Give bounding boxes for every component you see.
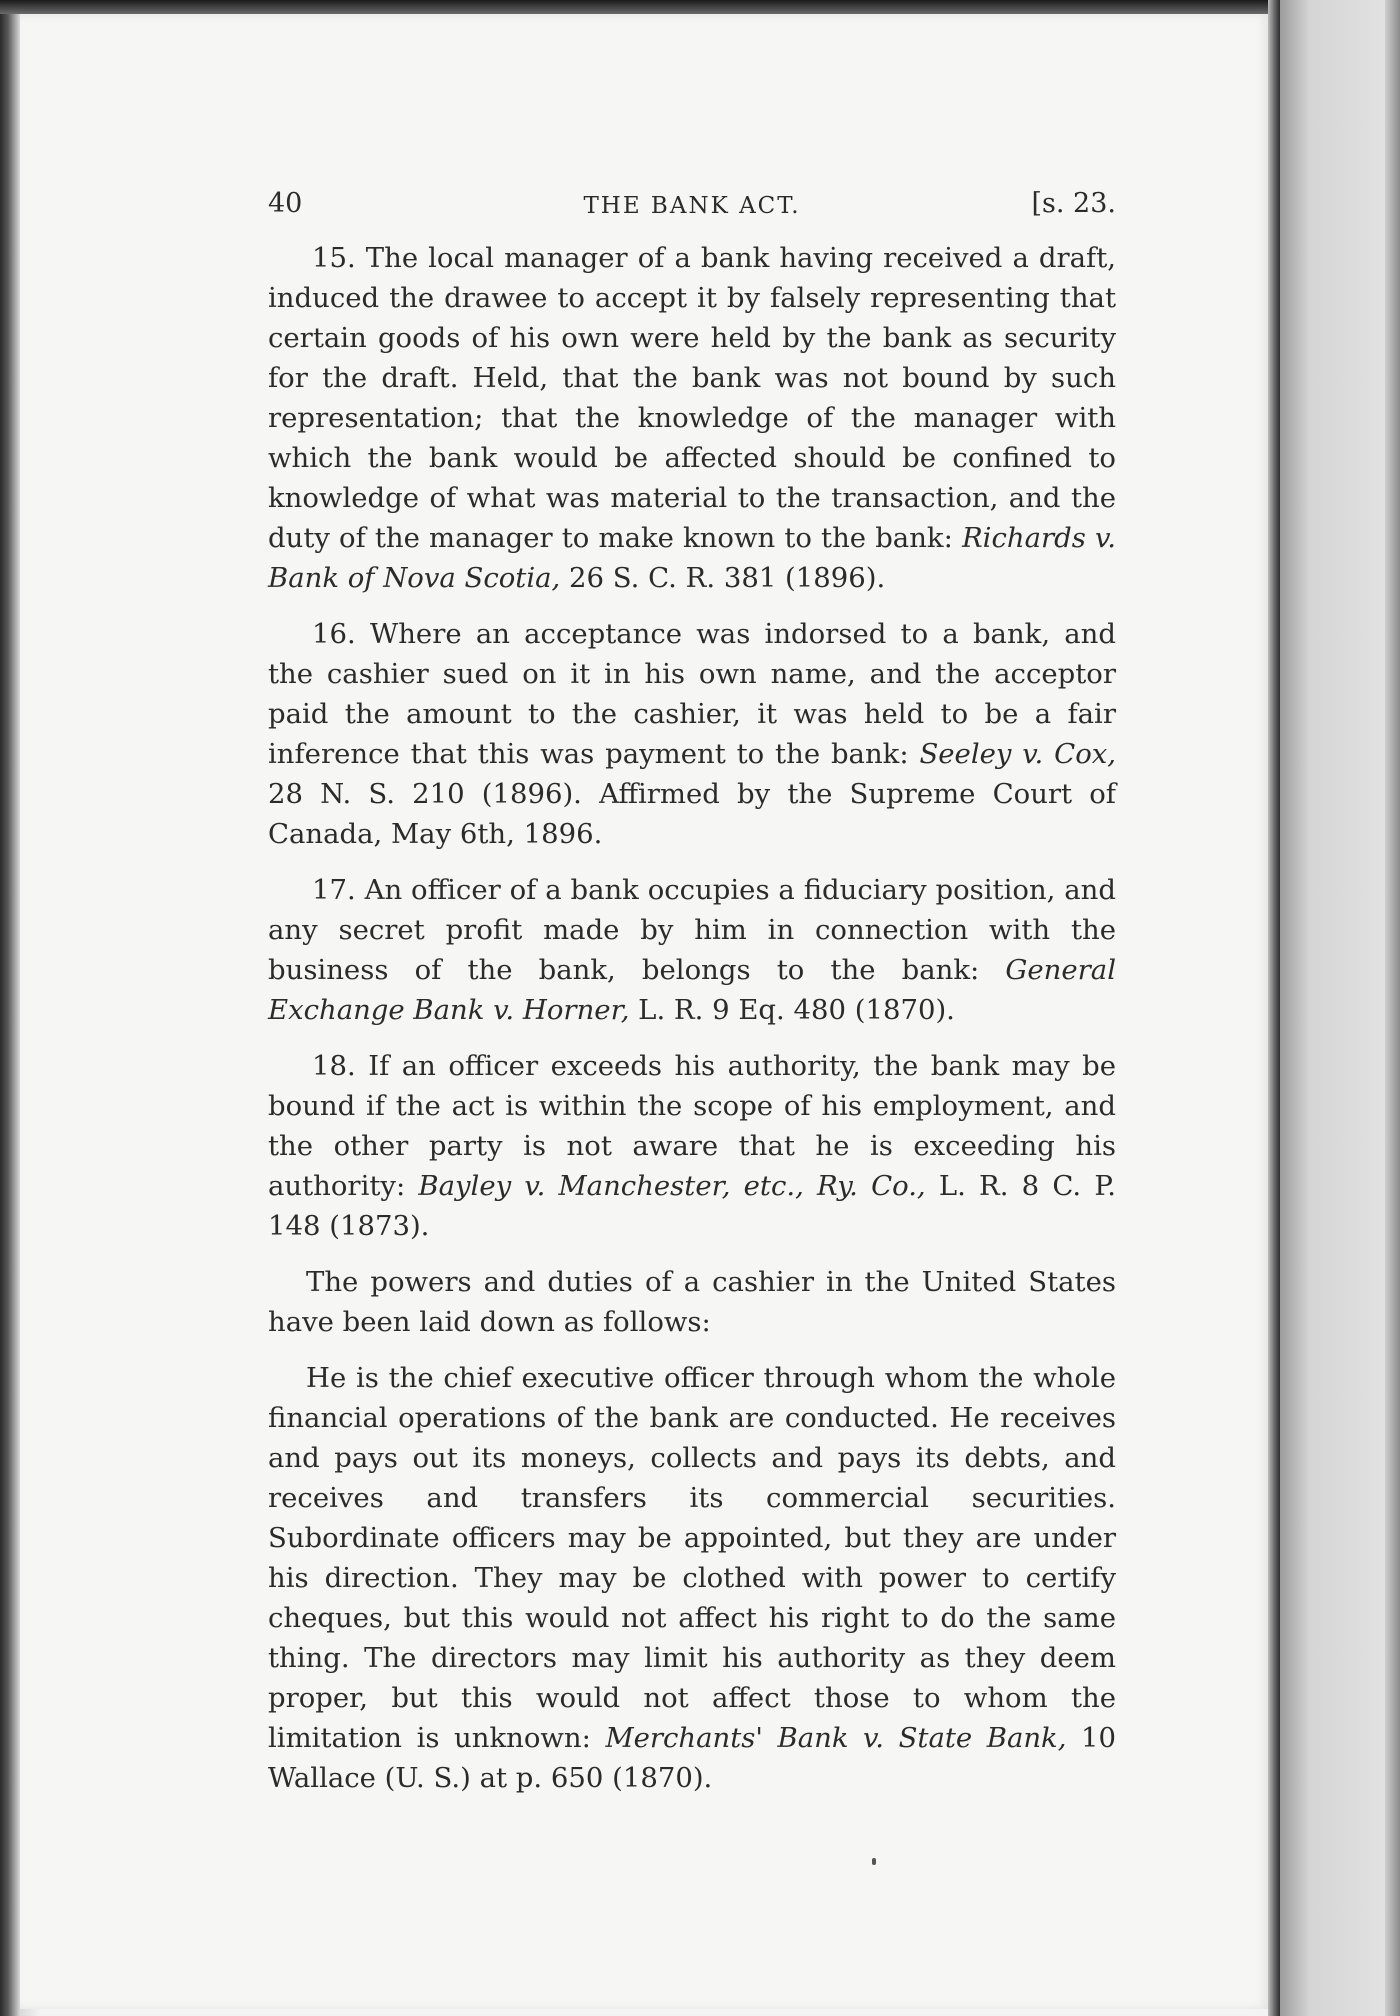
case-name: Richards v. Bank of Nova Scotia, (268, 522, 1116, 594)
paragraph-text: The powers and duties of a cashier in the United States have been laid down as follows: (268, 1266, 1116, 1338)
paragraph-17 (268, 870, 1116, 1030)
paragraph-cashier-duties (268, 1358, 1116, 1798)
page-text (268, 180, 1116, 1814)
case-citation: 10 Wallace (U. S.) at p. 650 (1870). (268, 1722, 1117, 1794)
case-name: Seeley v. Cox, (919, 738, 1116, 770)
case-citation: L. R. 9 Eq. 480 (1870). (629, 994, 955, 1026)
paragraph-15 (268, 238, 1116, 598)
scan-top-edge (0, 0, 1400, 14)
paragraph-cashier-intro (268, 1262, 1116, 1342)
ink-speck (872, 1858, 876, 1865)
paragraph-18 (268, 1046, 1116, 1246)
paragraph-text: 17. An officer of a bank occupies a fiduciary position, and any secret profit made by him in connection with the business of the bank, belongs to the bank: (268, 874, 1116, 986)
case-name: Bayley v. Manchester, etc., Ry. Co., (418, 1170, 926, 1202)
case-citation: L. R. 8 C. P. 148 (1873). (268, 1170, 1116, 1242)
adjacent-page-edge (1280, 0, 1400, 2016)
paragraph-text: 16. Where an acceptance was indorsed to a bank, and the cashier sued on it in his own name, and the acceptor paid the amount to the cashier, it was held to be a fair inference that this was payment to the bank: (268, 618, 1116, 770)
case-citation: 28 N. S. 210 (1896). Affirmed by the Supreme Court of Canada, May 6th, 1896. (268, 778, 1116, 850)
running-header (268, 180, 1116, 230)
running-title: THE BANK ACT. (583, 193, 801, 219)
case-name: Merchants' Bank v. State Bank, (605, 1722, 1067, 1754)
book-gutter (1268, 0, 1280, 2016)
page-number: 40 (268, 188, 303, 219)
case-citation: 26 S. C. R. 381 (1896). (560, 562, 886, 594)
adjacent-page-shadow (1385, 0, 1400, 2016)
paragraph-text: He is the chief executive officer through whom the whole financial operations of the bank are conducted. He receives and pays out its moneys, collects and pays its debts, and receives and transfers its commercial securities. Subordinate officers may be appointed, but they are under his direction. They may be clothed with power to certify cheques, but this would not affect his right to do the same thing. The directors may limit his authority as they deem proper, but this would not affect those to whom the limitation is unknown: (268, 1362, 1116, 1754)
paragraph-16 (268, 614, 1116, 854)
paragraph-text: 18. If an officer exceeds his authority, the bank may be bound if the act is within the scope of his employment, and the other party is not aware that he is exceeding his authority: (268, 1050, 1116, 1202)
case-name: General Exchange Bank v. Horner, (268, 954, 1116, 1026)
paragraph-text: 15. The local manager of a bank having received a draft, induced the drawee to accept it by falsely representing that certain goods of his own were held by the bank as security for the draft. Held, that the bank was not bound by such representation; that the knowledge of the manager with which the bank would be affected should be confined to knowledge of what was material to the transaction, and the duty of the manager to make known to the bank: (268, 242, 1116, 554)
section-marker: [s. 23. (1031, 188, 1116, 219)
